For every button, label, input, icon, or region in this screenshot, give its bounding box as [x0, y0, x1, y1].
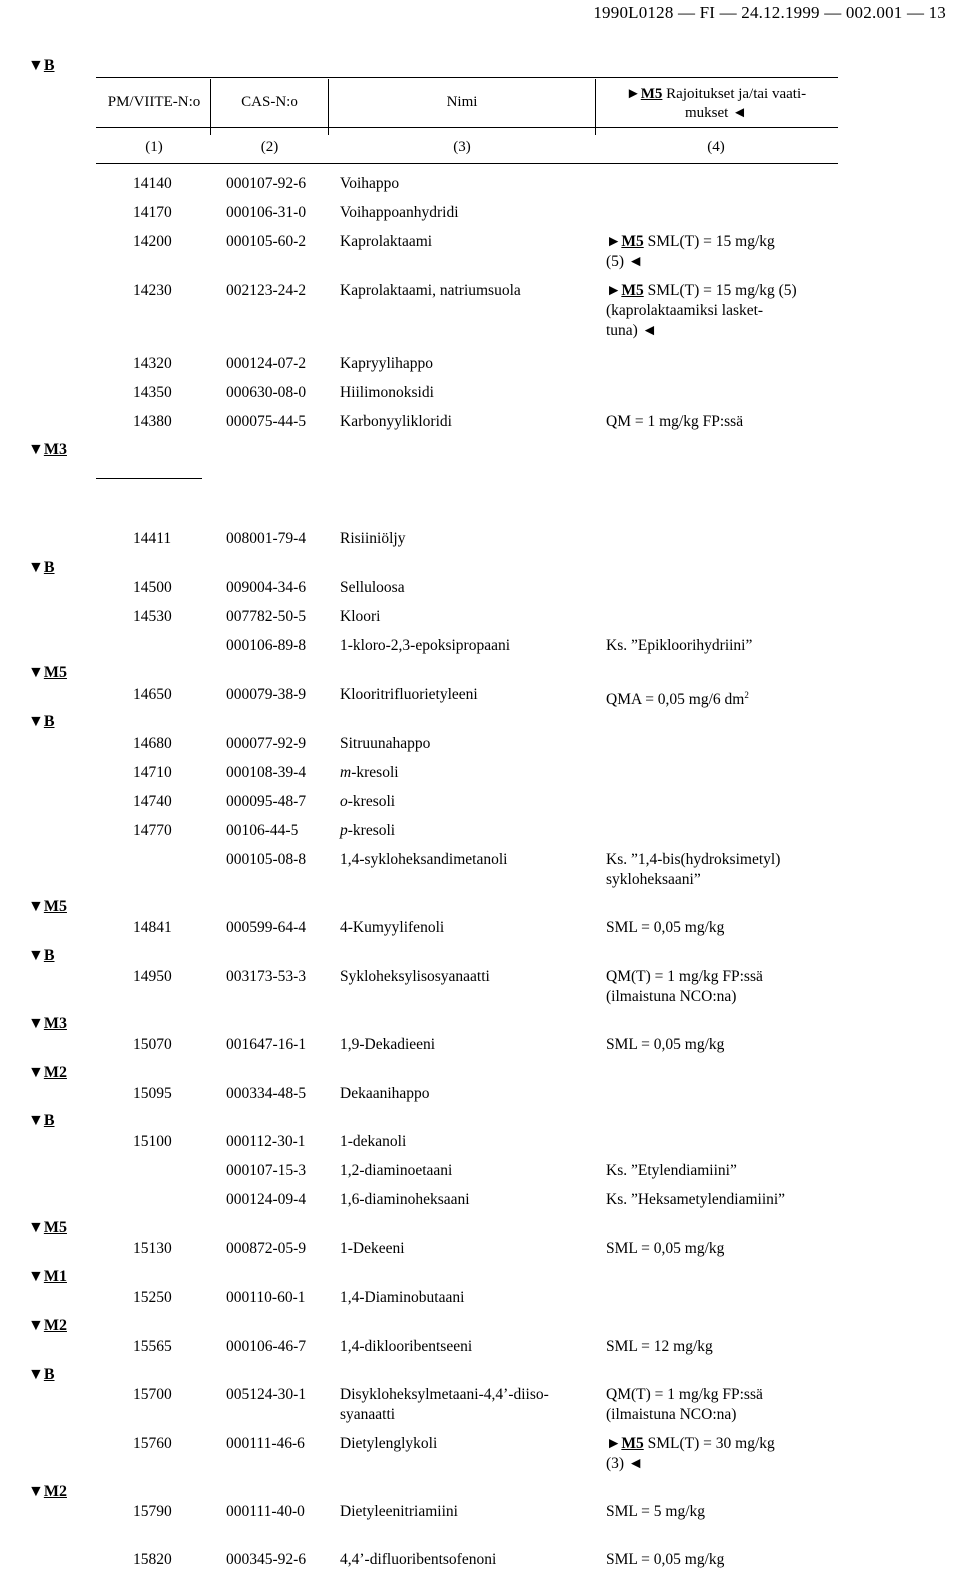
down-arrow-icon: ▼	[28, 1268, 44, 1285]
amendment-marker: M5	[640, 86, 663, 102]
header-rule	[96, 127, 838, 128]
margin-marker: ▼M2	[28, 1483, 67, 1500]
margin-marker: ▼M2	[28, 1317, 67, 1334]
right-arrow-icon: ►	[625, 86, 641, 102]
left-arrow-icon: ◄	[627, 253, 644, 270]
down-arrow-icon: ▼	[28, 1219, 44, 1236]
left-arrow-icon: ◄	[732, 105, 747, 121]
col-header-name: Nimi	[446, 94, 478, 110]
down-arrow-icon: ▼	[28, 1064, 44, 1081]
section-separator	[96, 478, 202, 479]
left-arrow-icon: ◄	[627, 1455, 644, 1472]
down-arrow-icon: ▼	[28, 57, 44, 74]
down-arrow-icon: ▼	[28, 1015, 44, 1032]
right-arrow-icon: ►	[606, 233, 622, 250]
margin-marker: ▼M1	[28, 1268, 67, 1285]
margin-marker: ▼M5	[28, 898, 67, 915]
down-arrow-icon: ▼	[28, 1112, 44, 1129]
page-header: 1990L0128 — FI — 24.12.1999 — 002.001 — 13	[593, 3, 946, 22]
col-header-cas: CAS-N:o	[241, 94, 298, 110]
margin-marker: ▼B	[28, 947, 55, 964]
margin-marker: ▼M5	[28, 664, 67, 681]
down-arrow-icon: ▼	[28, 947, 44, 964]
header-bottom-rule	[96, 163, 838, 164]
left-arrow-icon: ◄	[641, 322, 658, 339]
margin-marker: ▼M5	[28, 1219, 67, 1236]
down-arrow-icon: ▼	[28, 898, 44, 915]
margin-marker: ▼M3	[28, 1015, 67, 1032]
down-arrow-icon: ▼	[28, 1483, 44, 1500]
restriction-cell: ►M5 SML(T) = 15 mg/kg (5) (kaprolaktaamiksi lasket- tuna) ◄	[606, 282, 797, 339]
right-arrow-icon: ►	[606, 1435, 622, 1452]
down-arrow-icon: ▼	[28, 1317, 44, 1334]
margin-marker: ▼B	[28, 57, 55, 74]
down-arrow-icon: ▼	[28, 664, 44, 681]
margin-marker: ▼M2	[28, 1064, 67, 1081]
col-header-ref: PM/VIITE-N:o	[107, 94, 201, 110]
margin-marker: ▼B	[28, 1366, 55, 1383]
margin-marker: ▼B	[28, 713, 55, 730]
table-top-rule	[96, 77, 838, 78]
right-arrow-icon: ►	[606, 282, 622, 299]
margin-marker: ▼M3	[28, 441, 67, 458]
down-arrow-icon: ▼	[28, 559, 44, 576]
down-arrow-icon: ▼	[28, 1366, 44, 1383]
down-arrow-icon: ▼	[28, 441, 44, 458]
margin-marker: ▼B	[28, 1112, 55, 1129]
restriction-cell: ►M5 SML(T) = 15 mg/kg (5) ◄	[606, 233, 775, 270]
col-header-restrictions: ►M5 Rajoitukset ja/tai vaati- mukset ◄	[625, 86, 807, 121]
down-arrow-icon: ▼	[28, 713, 44, 730]
margin-marker: ▼B	[28, 559, 55, 576]
